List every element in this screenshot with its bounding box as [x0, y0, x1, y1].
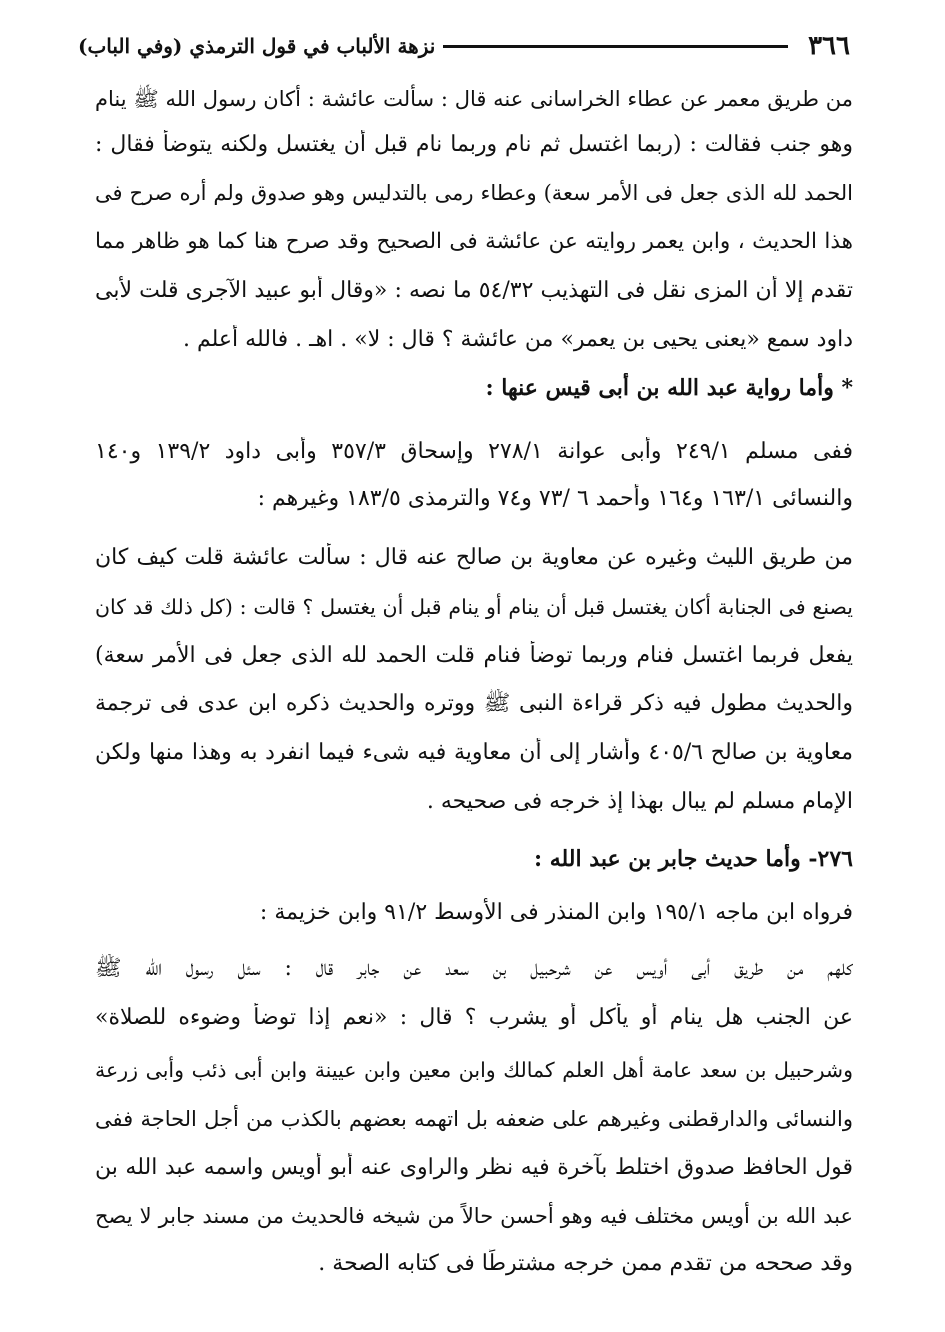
text-line: كلهم من طريق أبى أويس عن شرحبيل بن سعد عن جابر قال : سئل رسول الله ﷺ — [95, 956, 853, 981]
page-number: ٣٦٦ — [808, 31, 850, 61]
text-line: عبد الله بن أويس مختلف فيه وهو أحسن حالاً من شيخه فالحديث من مسند جابر لا يصح — [95, 1204, 853, 1228]
text-line: ففى مسلم ٢٤٩/١ وأبى عوانة ٢٧٨/١ وإسحاق ٣٥٧/٣ وأبى داود ١٣٩/٢ و١٤٠ — [95, 439, 853, 464]
text-line: يفعل فربما اغتسل فنام وربما توضأ فنام قلت الحمد لله الذى جعل فى الأمر سعة) — [95, 643, 853, 668]
text-line: تقدم إلا أن المزى نقل فى التهذيب ٥٤/٣٢ ما نصه : «وقال أبو عبيد الآجرى قلت لأبى — [95, 278, 853, 303]
text-line: داود سمع «يعنى يحيى بن يعمر» من عائشة ؟ قال : لا» . اهـ . فالله أعلم . — [183, 327, 853, 352]
text-line: هذا الحديث ، وابن يعمر روايته عن عائشة فى الصحيح وقد صرح هنا كما هو ظاهر مما — [95, 229, 853, 254]
text-line: معاوية بن صالح ٤٠٥/٦ وأشار إلى أن معاوية فيه شىء فيما انفرد به وهذا منها ولكن — [95, 740, 853, 765]
text-line: وهو جنب فقالت : (ربما اغتسل ثم نام وربما نام قبل أن يغتسل ولكنه يتوضأ فقال : — [95, 132, 853, 157]
text-line: والنسائى ١٦٣/١ و١٦٤ وأحمد ٦ /٧٣ و٧٤ والترمذى ١٨٣/٥ وغيرهم : — [257, 486, 853, 511]
text-line: والنسائى والدارقطنى وغيرهم على ضعفه بل اتهمه بعضهم بالكذب من أجل الحاجة ففى — [95, 1107, 853, 1131]
text-line: قول الحافظ صدوق اختلط بآخرة فيه نظر والراوى عنه أبو أويس واسمه عبد الله بن — [95, 1155, 853, 1180]
text-line: الإمام مسلم لم يبال بهذا إذ خرجه فى صحيحه . — [426, 789, 853, 814]
text-line: وشرحبيل بن سعد عامة أهل العلم كمالك وابن معين وابن عيينة وابن أبى ذئب وأبى زرعة — [95, 1058, 853, 1082]
section-heading: * وأما رواية عبد الله بن أبى قيس عنها : — [485, 375, 853, 401]
text-line: يصنع فى الجنابة أكان يغتسل قبل أن ينام أو ينام قبل أن يغتسل ؟ قالت : (كل ذلك قد كان — [95, 595, 853, 619]
text-line: من طريق معمر عن عطاء الخراسانى عنه قال : سألت عائشة : أكان رسول الله ﷺ ينام — [95, 87, 853, 111]
running-title: نزهة الألباب في قول الترمذي (وفي الباب) — [78, 34, 436, 58]
text-line: فرواه ابن ماجه ١٩٥/١ وابن المنذر فى الأوسط ٩١/٢ وابن خزيمة : — [259, 900, 853, 925]
text-line: من طريق الليث وغيره عن معاوية بن صالح عنه قال : سألت عائشة قلت كيف كان — [95, 545, 853, 570]
text-line: وقد صححه من تقدم ممن خرجه مشترطًا فى كتابه الصحة . — [318, 1251, 853, 1276]
hadith-heading: ٢٧٦- وأما حديث جابر بن عبد الله : — [533, 846, 853, 872]
text-line: والحديث مطول فيه ذكر قراءة النبى ﷺ ووتره والحديث ذكره ابن عدى فى ترجمة — [95, 691, 853, 716]
text-line: عن الجنب هل ينام أو يأكل أو يشرب ؟ قال : «نعم إذا توضأ وضوءه للصلاة» — [95, 1005, 853, 1030]
text-line: الحمد لله الذى جعل فى الأمر سعة) وعطاء رمى بالتدليس وهو صدوق ولم أره صرح فى — [95, 181, 853, 205]
